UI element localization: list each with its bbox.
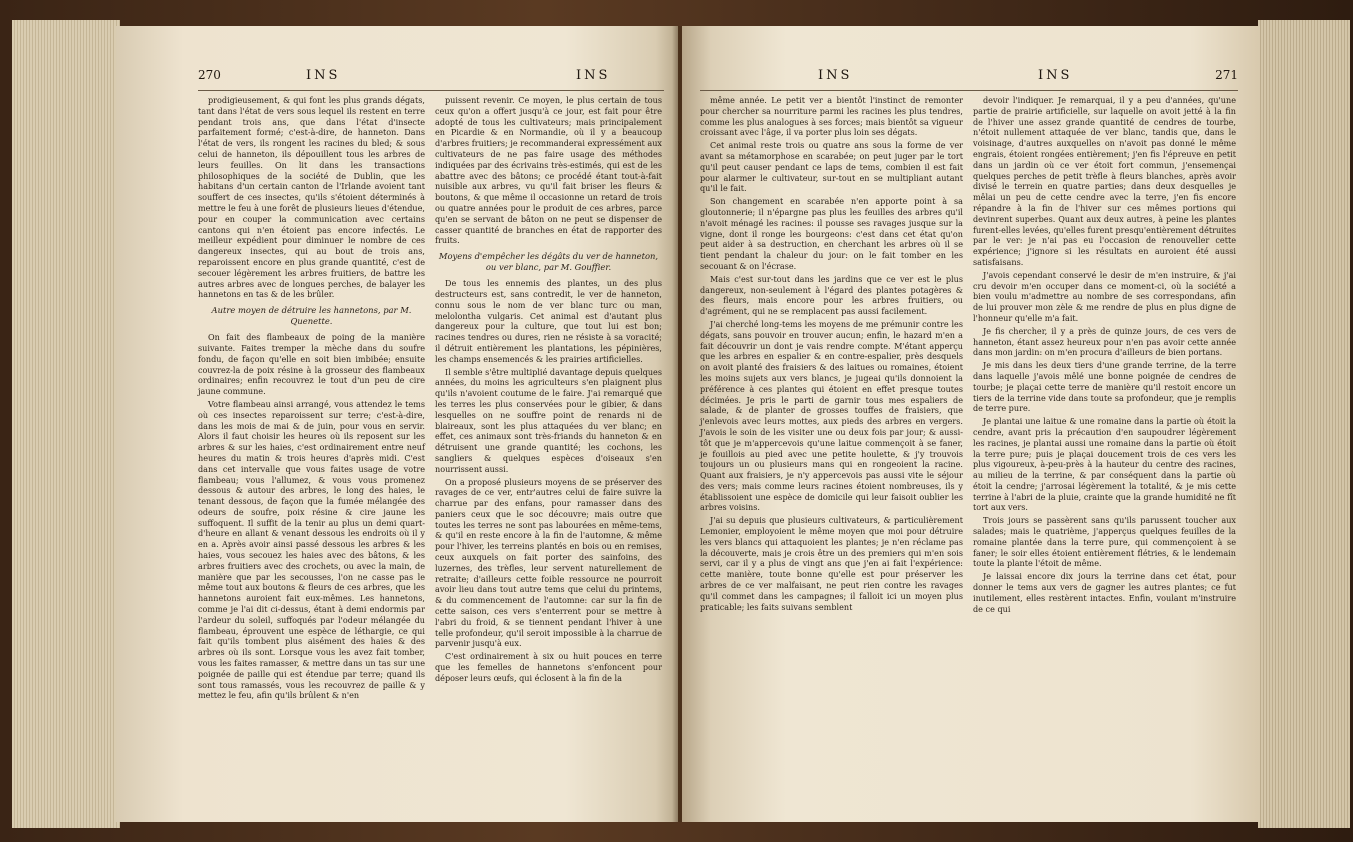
running-head: INS <box>306 68 341 83</box>
page-number: 271 <box>1215 68 1238 82</box>
section-heading: Autre moyen de détruire les hannetons, par M. Quenette. <box>211 305 412 327</box>
paragraph: On fait des flambeaux de poing de la manière suivante. Faites tremper la mèche dans du soufre fondu, de façon qu'elle en soit bien imbibée; ensuite couvrez-la de poix résine à la grosseur des flambeaux ordinaires; enfin recouvrez le tout d'un peu de cire jaune commune. <box>198 332 425 397</box>
paragraph: Son changement en scarabée n'en apporte point à sa gloutonnerie; il n'épargne pas plus les feuilles des arbres qu'il n'avoit ménagé les racines: il pousse ses ravages jusque sur la vigne, dont il ronge les bourgeons: c'est dans cet état qu'on peut aider à sa destruction, en cherchant les arbres où il se tient pendant la chaleur du jour: on le fait tomber en les secouant & on l'écrase. <box>700 196 963 271</box>
left-page <box>116 26 678 822</box>
paragraph: devoir l'indiquer. Je remarquai, il y a peu d'années, qu'une partie de prairie artificielle, sur laquelle on avoit jetté à la fin de l'hiver une assez grande quantité de cendres de tourbe, n'étoit nullement attaquée de ver blanc, tandis que, dans le voisinage, d'autres auxquelles on n'avoit pas donné le même engrais, étoient rongées entièrement; j'en fis l'épreuve en petit dans un jardin où ce ver étoit fort commun, j'ensemençai quelques perches de petit trèfle à fleurs blanches, après avoir divisé le terrein en quatre parties; dans deux desquelles je mêlai un peu de cette cendre avec la terre, j'en fis encore répandre à la fin de l'hiver sur ces mêmes portions qui devinrent superbes. Quant aux deux autres, à peine les plantes furent-elles levées, qu'elles furent presqu'entièrement détruites par le ver: je n'ai pas eu l'occasion de renouveller cette expérience; j'ignore si les résultats en auroient été aussi satisfaisans. <box>973 95 1236 267</box>
paragraph: De tous les ennemis des plantes, un des plus destructeurs est, sans contredit, le ver de hanneton, connu sous le nom de ver blanc turc ou man, melolontha vulgaris. Cet animal est d'autant plus dangereux pour la culture, que tout lui est bon; racines tendres ou dures, rien ne résiste à sa voracité; il détruit entièrement les plantations, les pépinières, les champs ensemencés & les prairies artificielles. <box>435 278 662 364</box>
text-column-right <box>435 95 662 703</box>
left-page-edges <box>12 20 120 828</box>
paragraph: Votre flambeau ainsi arrangé, vous attendez le tems où ces insectes reparoissent sur terre; c'est-à-dire, dans les mois de mai & de juin, pour vous en servir. Alors il faut choisir les heures où ils reposent sur les arbres & sur les haies, c'est ordinairement entre neuf heures du matin & trois heures d'après midi. C'est dans cet intervalle que vous faites usage de votre flambeau; vous l'allumez, & vous vous promenez dessous & autour des arbres, le long des haies, le tenant dessous, de façon que la fumée mélangée des odeurs de soufre, poix résine & cire jaune les suffoquent. Il suffit de la tenir au plus un demi quart-d'heure en allant & venant dessous les endroits où il y en a. Après avoir ainsi passé dessous les arbres & les haies, vous secouez les haies avec des bâtons, & les arbres fruitiers avec des crochets, ou avec la main, de manière que par les secousses, l'on ne casse pas le même tout aux boutons & fleurs de ces arbres, que les hannetons auroient fait eux-mêmes. Les hannetons, comme je l'ai dit ci-dessus, étant à demi endormis par l'ardeur du soleil, suffoqués par l'odeur mélangée du flambeau, éprouvent une espèce de léthargie, ce qui fait qu'ils tombent plus aisément des haies & des arbres où ils sont. Lorsque vous les avez fait tomber, vous les faites ramasser, & mettre dans un tas sur une poignée de paille qui est étendue par terre; quand ils sont tous ramassés, vous les recouvrez de paille & y mettez le feu, afin qu'ils brûlent & n'en <box>198 398 425 701</box>
paragraph: J'ai su depuis que plusieurs cultivateurs, & particulièrement Lemonier, employoient le même moyen que moi pour détruire les vers blancs qui attaquoient les plantes; je n'en réclame pas la découverte, mais je crois être un des premiers qui m'en sois servi, car il y a plus de vingt ans que j'en ai fait l'expérience: cette manière, toute bonne qu'elle est pour préserver les arbres de ce ver malfaisant, ne peut rien contre les ravages qu'il commet dans les campagnes; il falloit ici un moyen plus praticable; les faits suivans semblent <box>700 515 963 612</box>
paragraph: On a proposé plusieurs moyens de se préserver des ravages de ce ver, entr'autres celui de faire suivre la charrue par des enfans, pour ramasser dans des paniers ceux que le soc découvre; mais outre que toutes les terres ne sont pas labourées en même-tems, & qu'il en reste encore à la fin de l'automne, & même pour l'hiver, les terreins plantés en bois ou en remises, ceux auxquels on fait porter des sainfoins, des luzernes, des trèfles, leur servent naturellement de retraite; d'ailleurs cette foible ressource ne pourroit avoir lieu dans tout autre tems que celui du printems, & du commencement de l'automne: car sur la fin de cette saison, ces vers s'enterrent pour se mettre à l'abri du froid, & se tiennent pendant l'hiver à une telle profondeur, qu'il seroit impossible à la charrue de parvenir jusqu'à eux. <box>435 476 662 649</box>
paragraph: Je mis dans les deux tiers d'une grande terrine, de la terre dans laquelle j'avois mêlé une bonne poignée de cendres de tourbe; je plaçai cette terre de manière qu'il restoit encore un tiers de la terrine vide dans toute sa profondeur, que je remplis de terre pure. <box>973 360 1236 414</box>
right-page-edges <box>1258 20 1350 828</box>
paragraph: Je fis chercher, il y a près de quinze jours, de ces vers de hanneton, étant assez heureux pour n'en pas avoir cette année dans mon jardin: on m'en procura d'ailleurs de bien portans. <box>973 325 1236 358</box>
page-number: 270 <box>198 68 221 82</box>
paragraph: Cet animal reste trois ou quatre ans sous la forme de ver avant sa métamorphose en scarabée; on peut juger par le tort qu'il peut causer pendant ce laps de tems, combien il est fait pour alarmer le cultivateur, sur-tout en se multipliant autant qu'il le fait. <box>700 140 963 194</box>
running-head: INS <box>818 68 853 83</box>
paragraph: J'avois cependant conservé le desir de m'en instruire, & j'ai cru devoir m'en occuper dans ce moment-ci, où la société a bien voulu m'admettre au nombre de ses correspondans, afin de lui prouver mon zèle & me rendre de plus en plus digne de l'honneur qu'elle m'a fait. <box>973 269 1236 323</box>
header-rule <box>198 90 664 91</box>
right-page <box>682 26 1260 822</box>
paragraph: prodigieusement, & qui font les plus grands dégats, tant dans l'état de vers sous lequel ils restent en terre pendant trois ans, que dans l'état d'insecte parfaitement formé; c'est-à-dire, de hanneton. Dans l'état de vers, ils rongent les racines du bled; & sous celui de hanneton, ils dépouillent tous les arbres de leurs feuilles. On lit dans les transactions philosophiques de la société de Dublin, que les habitans d'un certain canton de l'Irlande avoient tant souffert de ces insectes, qu'ils s'étoient déterminés à mettre le feu à une forêt de plusieurs lieues d'étendue, pour en couper la communication avec certains cantons qui n'en étoient pas encore infectés. Le meilleur expédient pour diminuer le nombre de ces dangereux insectes, qui au bout de trois ans, reparoissent encore en plus grande quantité, c'est de secouer légèrement les arbres fruitiers, de battre les autres arbres avec de longues perches, de balayer les hannetons en tas & de les brûler. <box>198 95 425 300</box>
running-head: INS <box>1038 68 1073 83</box>
section-heading: Moyens d'empêcher les dégâts du ver de hanneton, ou ver blanc, par M. Gouffier. <box>438 251 659 273</box>
header-rule <box>700 90 1238 91</box>
paragraph: puissent revenir. Ce moyen, le plus certain de tous ceux qu'on a offert jusqu'à ce jour, est fait pour être adopté de tous les cultivateurs; mais principalement en Picardie & en Normandie, où il y a beaucoup d'arbres fruitiers; je recommanderai expressément aux cultivateurs de ne pas faire usage des méthodes indiquées par des écrivains très-estimés, qui est de les abattre avec des bâtons; ce procédé étant tout-à-fait nuisible aux arbres, vu qu'il fait briser les fleurs & boutons, & que même il occasionne un retard de trois ou quatre années pour le produit de ces arbres, parce qu'en se servant de bâton on ne peut se dispenser de casser quantité de branches en état de rapporter des fruits. <box>435 95 662 246</box>
left-page-header <box>198 68 664 90</box>
text-column-left <box>700 95 963 616</box>
right-page-header <box>700 68 1238 90</box>
text-column-left <box>198 95 425 703</box>
paragraph: Trois jours se passèrent sans qu'ils parussent toucher aux salades; mais le quatrième, j'apperçus quelques feuilles de la romaine plantée dans la terre pure, qui commençoient à se faner; le soir elles étoient entièrement flétries, & le lendemain toute la plante l'étoit de même. <box>973 515 1236 569</box>
paragraph: Mais c'est sur-tout dans les jardins que ce ver est le plus dangereux, non-seulement à l'égard des plantes potagères & des fleurs, mais encore pour les arbres fruitiers, ou d'agrément, qui ne se remplacent pas aussi facilement. <box>700 273 963 317</box>
paragraph: J'ai cherché long-tems les moyens de me prémunir contre les dégats, sans pouvoir en trouver aucun; enfin, le hazard m'en a fait découvrir un dont je vais rendre compte. M'étant apperçu que les arbres en espalier & en contre-espalier, près desquels on avoit planté des fraisiers & des laitues ou romaines, étoient les moins sujets aux vers blancs, je jugeai qu'ils donnoient la préférence à ces plantes qui étoient en effet presque toutes décimées. Je pris le parti de garnir tous mes espaliers de salade, & de planter de grosses touffes de fraisiers, que j'enlevois avec leurs mottes, aux pieds des arbres en vergers. J'avois le soin de les visiter une ou deux fois par jour; & aussi-tôt que je m'appercevois qu'une laitue commençoit à se faner, je fouillois au pied avec une petite houlette, & j'y trouvois toujours un ou plusieurs mans qui en rongeoient la racine. Quant aux fraisiers, je n'y appercevois pas aussi vite le séjour des vers; mais comme leurs racines étoient nombreuses, ils y établissoient une espèce de domicile qui leur faisoit oublier les arbres voisins. <box>700 318 963 513</box>
running-head: INS <box>576 68 611 83</box>
paragraph: Je laissai encore dix jours la terrine dans cet état, pour donner le tems aux vers de gagner les autres plantes; ce fut inutilement, elles restèrent intactes. Enfin, voulant m'instruire de ce qui <box>973 571 1236 614</box>
paragraph: même année. Le petit ver a bientôt l'instinct de remonter pour chercher sa nourriture parmi les racines les plus tendres, comme les plus analogues à ses forces; mais bientôt sa vigueur croissant avec l'âge, il va porter plus loin ses dégats. <box>700 95 963 138</box>
paragraph: Il semble s'être multiplié davantage depuis quelques années, du moins les agriculteurs s'en plaignent plus qu'ils n'avoient coutume de le faire. J'ai remarqué que les terres les plus conservées pour le gibier, & dans lesquelles on ne souffre point de renards ni de blaireaux, sont les plus attaquées du ver blanc; en effet, ces animaux sont très-friands du hanneton & en détruisent une grande quantité; les cochons, les sangliers & quelques espèces d'oiseaux s'en nourrissent aussi. <box>435 366 662 474</box>
text-column-right <box>973 95 1236 616</box>
paragraph: Je plantai une laitue & une romaine dans la partie où étoit la cendre, avant pris la précaution d'en saupoudrer légèrement les racines, je plantai aussi une romaine dans la partie où étoit la terre pure; puis je plaçai doucement trois de ces vers les plus vigoureux, à-peu-près à la hauteur du centre des racines, au milieu de la terrine, & par conséquent dans la partie où étoit la cendre; j'arrosai légèrement la totalité, & je mis cette terrine à l'abri de la pluie, crainte que la grande humidité ne fît tort aux vers. <box>973 416 1236 513</box>
paragraph: C'est ordinairement à six ou huit pouces en terre que les femelles de hannetons s'enfoncent pour déposer leurs œufs, qui éclosent à la fin de la <box>435 651 662 683</box>
